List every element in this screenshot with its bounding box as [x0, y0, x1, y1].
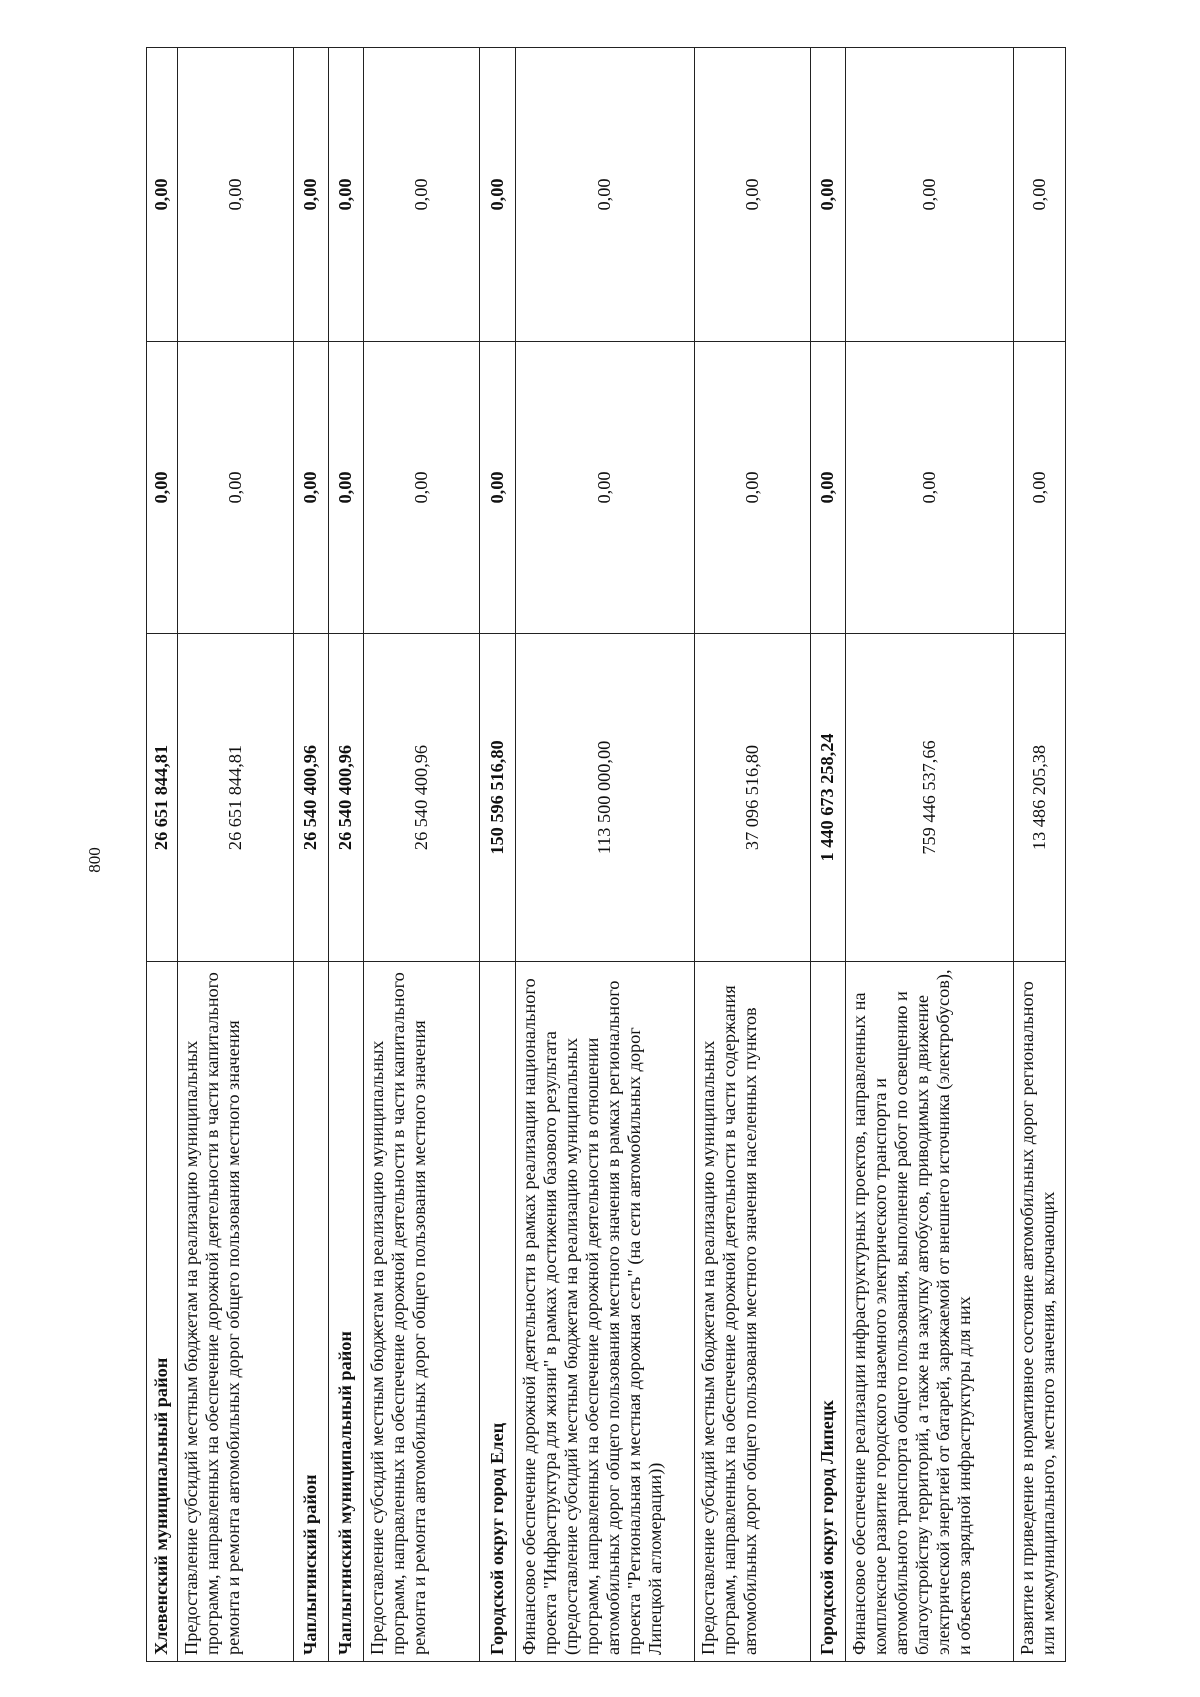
row-description: Хлевенский муниципальный район — [147, 962, 178, 1662]
table-row — [178, 48, 294, 1662]
row-amount: 1 440 673 258,24 — [811, 634, 846, 962]
row-description: Финансовое обеспечение дорожной деятельности в рамках реализации национального проекта "Инфраструктура для жизни" в рамках достижения базового результата (предоставление субсидий местным бюджетам на реализацию муниципальных программ, направленных на обеспечение дорожной деятельности в отношении автомобильных дорог общего пользования местного значения в рамках регионального проекта "Региональная и местная дорожная сеть" (на сети автомобильных дорог Липецкой агломерации)) — [516, 962, 695, 1662]
row-amount: 150 596 516,80 — [480, 634, 516, 962]
row-value-2: 0,00 — [329, 342, 364, 634]
row-value-2: 0,00 — [364, 342, 480, 634]
table-row — [1014, 48, 1066, 1662]
row-value-3: 0,00 — [480, 48, 516, 342]
table-row — [516, 48, 695, 1662]
row-description: Чаплыгинский район — [294, 962, 329, 1662]
table-row — [811, 48, 846, 1662]
row-description: Городской округ город Елец — [480, 962, 516, 1662]
row-amount: 26 540 400,96 — [364, 634, 480, 962]
table-row — [147, 48, 178, 1662]
row-description: Предоставление субсидий местным бюджетам на реализацию муниципальных программ, направленных на обеспечение дорожной деятельности в части содержания автомобильных дорог общего пользования местного значения населенных пунктов — [695, 962, 811, 1662]
row-value-3: 0,00 — [1014, 48, 1066, 342]
row-amount: 26 540 400,96 — [294, 634, 329, 962]
row-value-3: 0,00 — [294, 48, 329, 342]
page-number: 800 — [85, 847, 104, 873]
row-amount: 37 096 516,80 — [695, 634, 811, 962]
row-value-2: 0,00 — [516, 342, 695, 634]
row-value-2: 0,00 — [294, 342, 329, 634]
table-row — [695, 48, 811, 1662]
table-row — [480, 48, 516, 1662]
row-description: Предоставление субсидий местным бюджетам на реализацию муниципальных программ, направленных на обеспечение дорожной деятельности в части капитального ремонта и ремонта автомобильных дорог общего пользования местного значения — [364, 962, 480, 1662]
row-description: Городской округ город Липецк — [811, 962, 846, 1662]
row-value-3: 0,00 — [364, 48, 480, 342]
budget-table-body — [147, 48, 1066, 1662]
row-value-3: 0,00 — [178, 48, 294, 342]
row-value-2: 0,00 — [147, 342, 178, 634]
budget-table-page — [146, 48, 1101, 1662]
row-amount: 26 540 400,96 — [329, 634, 364, 962]
table-row — [846, 48, 1014, 1662]
row-amount: 26 651 844,81 — [147, 634, 178, 962]
row-value-3: 0,00 — [516, 48, 695, 342]
row-amount: 759 446 537,66 — [846, 634, 1014, 962]
row-value-3: 0,00 — [811, 48, 846, 342]
row-value-2: 0,00 — [480, 342, 516, 634]
row-value-3: 0,00 — [147, 48, 178, 342]
row-value-3: 0,00 — [329, 48, 364, 342]
table-row — [294, 48, 329, 1662]
row-amount: 13 486 205,38 — [1014, 634, 1066, 962]
row-value-2: 0,00 — [1014, 342, 1066, 634]
table-row — [364, 48, 480, 1662]
row-value-3: 0,00 — [846, 48, 1014, 342]
row-description: Финансовое обеспечение реализации инфраструктурных проектов, направленных на комплексное развитие городского наземного электрического транспорта и автомобильного транспорта общего пользования, выполнение работ по освещению и благоустройству территорий, а также на закупку автобусов, приводимых в движение электрической энергией от батарей, заряжаемой от внешнего источника (электробусов), и объектов зарядной инфраструктуры для них — [846, 962, 1014, 1662]
row-description: Развитие и приведение в нормативное состояние автомобильных дорог регионального или межмуниципального, местного значения, включающих — [1014, 962, 1066, 1662]
row-amount: 113 500 000,00 — [516, 634, 695, 962]
row-value-3: 0,00 — [695, 48, 811, 342]
row-amount: 26 651 844,81 — [178, 634, 294, 962]
row-value-2: 0,00 — [811, 342, 846, 634]
row-description: Предоставление субсидий местным бюджетам на реализацию муниципальных программ, направленных на обеспечение дорожной деятельности в части капитального ремонта и ремонта автомобильных дорог общего пользования местного значения — [178, 962, 294, 1662]
budget-table — [146, 47, 1066, 1662]
row-value-2: 0,00 — [846, 342, 1014, 634]
row-value-2: 0,00 — [178, 342, 294, 634]
table-row — [329, 48, 364, 1662]
row-description: Чаплыгинский муниципальный район — [329, 962, 364, 1662]
row-value-2: 0,00 — [695, 342, 811, 634]
